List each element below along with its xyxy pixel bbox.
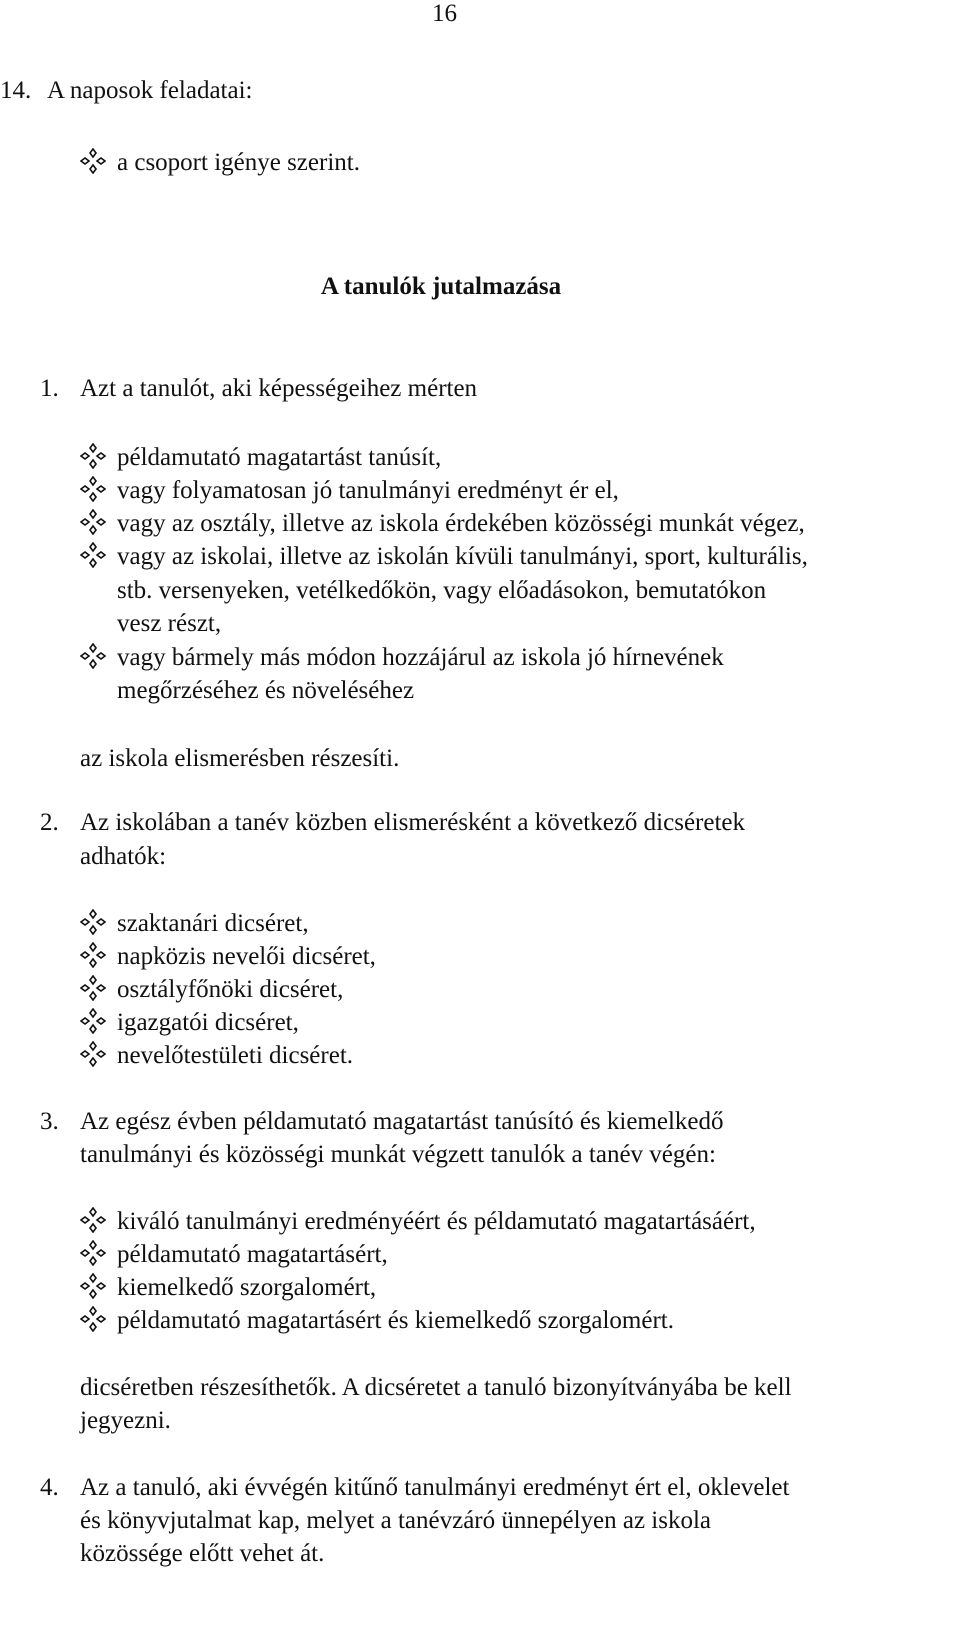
item-4-line1: Az a tanuló, aki évvégén kitűnő tanulmányi eredményt ért el, oklevelet: [80, 1474, 790, 1501]
bullet-text: kiváló tanulmányi eredményéért és példamutató magatartásáért,: [117, 1208, 756, 1235]
item-1-closing: az iskola elismerésben részesíti.: [80, 745, 400, 772]
bullet-text: példamutató magatartásért és kiemelkedő szorgalomért.: [117, 1307, 674, 1334]
section-heading: [0, 270, 960, 303]
bullet-text: vagy folyamatosan jó tanulmányi eredményt ér el,: [117, 477, 619, 504]
bullet-text: vagy az iskolai, illetve az iskolán kívüli tanulmányi, sport, kulturális,: [117, 543, 808, 570]
item-3-closing-2: jegyezni.: [80, 1407, 171, 1434]
item-3-line2: tanulmányi és közösségi munkát végzett tanulók a tanév végén:: [80, 1141, 716, 1168]
four-diamond-bullet-icon: [80, 1306, 106, 1332]
bullet-text: vagy bármely más módon hozzájárul az iskola jó hírnevének: [117, 644, 724, 671]
section-14-number: 14.: [0, 77, 32, 104]
bullet-text: vagy az osztály, illetve az iskola érdekében közösségi munkát végez,: [117, 510, 805, 537]
page-number: 16: [432, 0, 457, 27]
four-diamond-bullet-icon: [80, 909, 106, 935]
bullet-text: a csoport igénye szerint.: [117, 149, 360, 176]
item-1-number: 1.: [40, 375, 59, 402]
four-diamond-bullet-icon: [80, 509, 106, 535]
four-diamond-bullet-icon: [80, 643, 106, 669]
heading-text: A tanulók jutalmazása: [320, 273, 562, 300]
bullet-text: szaktanári dicséret,: [117, 910, 309, 937]
bullet-text: példamutató magatartást tanúsít,: [117, 444, 442, 471]
item-2-number: 2.: [40, 809, 59, 836]
bullet-continuation: megőrzéséhez és növeléséhez: [117, 677, 415, 704]
four-diamond-bullet-icon: [80, 942, 106, 968]
bullet-continuation: vesz részt,: [117, 610, 222, 637]
item-2-line2: adhatók:: [80, 843, 167, 870]
item-4-number: 4.: [40, 1474, 59, 1501]
bullet-text: kiemelkedő szorgalomért,: [117, 1274, 377, 1301]
item-2-line1: Az iskolában a tanév közben elismerésként a következő dicséretek: [80, 809, 746, 836]
section-14-title: A naposok feladatai:: [47, 77, 253, 104]
item-3-line1: Az egész évben példamutató magatartást tanúsító és kiemelkedő: [80, 1108, 724, 1135]
bullet-text: nevelőtestületi dicséret.: [117, 1042, 354, 1069]
item-4-line3: közössége előtt vehet át.: [80, 1540, 325, 1567]
four-diamond-bullet-icon: [80, 1207, 106, 1233]
item-1-intro: Azt a tanulót, aki képességeihez mérten: [80, 375, 478, 402]
four-diamond-bullet-icon: [80, 1008, 106, 1034]
bullet-text: osztályfőnöki dicséret,: [117, 976, 344, 1003]
item-3-number: 3.: [40, 1108, 59, 1135]
bullet-text: napközis nevelői dicséret,: [117, 943, 376, 970]
four-diamond-bullet-icon: [80, 443, 106, 469]
four-diamond-bullet-icon: [80, 1273, 106, 1299]
bullet-text: igazgatói dicséret,: [117, 1009, 299, 1036]
four-diamond-bullet-icon: [80, 975, 106, 1001]
four-diamond-bullet-icon: [80, 1041, 106, 1067]
four-diamond-bullet-icon: [80, 476, 106, 502]
bullet-text: példamutató magatartásért,: [117, 1241, 388, 1268]
four-diamond-bullet-icon: [80, 1240, 106, 1266]
item-4-line2: és könyvjutalmat kap, melyet a tanévzáró ünnepélyen az iskola: [80, 1507, 712, 1534]
item-3-closing-1: dicséretben részesíthetők. A dicséretet a tanuló bizonyítványába be kell: [80, 1374, 792, 1401]
bullet-continuation: stb. versenyeken, vetélkedőkön, vagy előadásokon, bemutatókon: [117, 577, 767, 604]
four-diamond-bullet-icon: [80, 148, 106, 174]
four-diamond-bullet-icon: [80, 542, 106, 568]
